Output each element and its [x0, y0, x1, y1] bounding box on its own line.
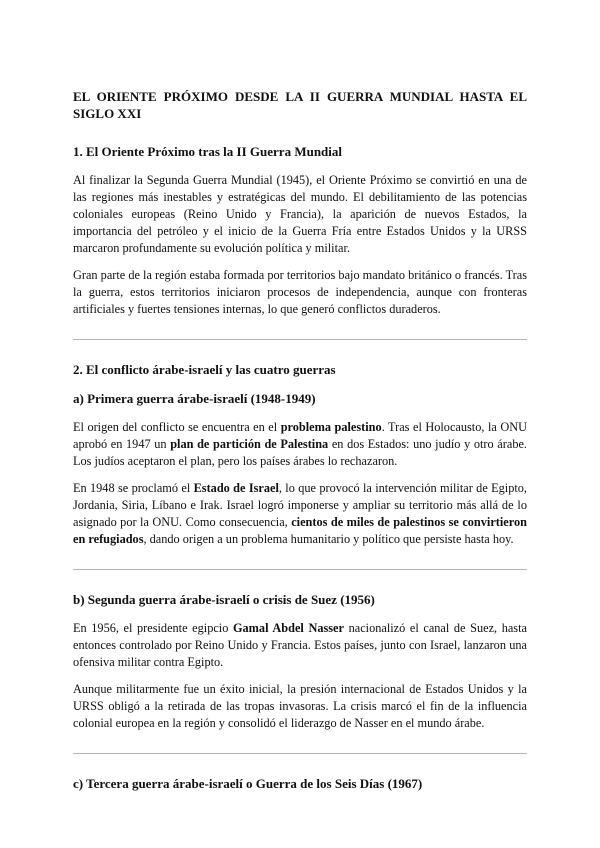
- section-1-paragraph-2: Gran parte de la región estaba formada por territorios bajo mandato británico o francés. Tras la guerra, estos territorios iniciaron procesos de independencia, aunque con fronteras artificiales y fuertes tensiones internas, lo que generó conflictos duraderos.: [73, 268, 527, 316]
- text-run: En 1956, el presidente egipcio: [73, 621, 233, 635]
- section-1-paragraph-1: Al finalizar la Segunda Guerra Mundial (1945), el Oriente Próximo se convirtió en una de las regiones más inestables y estratégicas del mundo. El debilitamiento de las potencias coloniales europeas (Reino Unido y Francia), la aparición de nuevos Estados, la importancia del petróleo y el inicio de la Guerra Fría entre Estados Unidos y la URSS marcaron profundamente su evolución política y militar.: [73, 173, 527, 255]
- text-run: El origen del conflicto se encuentra en el: [73, 420, 281, 434]
- section-divider: [73, 339, 527, 340]
- subsection-b-paragraph-2: Aunque militarmente fue un éxito inicial, la presión internacional de Estados Unidos y la URSS obligó a la retirada de las tropas invasoras. La crisis marcó el fin de la influencia colonial europea en la región y consolidó el liderazgo de Nasser en el mundo árabe.: [73, 682, 527, 730]
- text-run: nacionalizó el canal de Suez, hasta entonces controlado por Reino Unido y Francia. Estos países, junto con Israel, lanzaron una ofensiva militar contra Egipto.: [73, 621, 527, 669]
- document-title: EL ORIENTE PRÓXIMO DESDE LA II GUERRA MUNDIAL HASTA EL SIGLO XXI: [73, 89, 527, 121]
- text-run: En 1948 se proclamó el: [73, 481, 194, 495]
- subsection-b-heading: b) Segunda guerra árabe-israelí o crisis de Suez (1956): [73, 592, 375, 607]
- section-divider: [73, 569, 527, 570]
- bold-term: Gamal Abdel Nasser: [232, 621, 344, 635]
- text-run: , lo que provocó la intervención militar de Egipto, Jordania, Siria, Líbano e Irak. Israel logró imponerse y ampliar su territorio más allá de lo asignado por la ONU. Como consecuencia,: [73, 481, 527, 529]
- subsection-a-paragraph-2: [73, 480, 527, 548]
- bold-term: cientos de miles de palestinos se convirtieron en refugiados: [73, 515, 527, 546]
- subsection-b-paragraph-1: [73, 620, 527, 671]
- subsection-a-heading: a) Primera guerra árabe-israelí (1948-1949): [73, 391, 316, 406]
- bold-term: plan de partición de Palestina: [170, 437, 329, 451]
- section-2-heading: 2. El conflicto árabe-israelí y las cuatro guerras: [73, 362, 336, 377]
- section-1-heading: 1. El Oriente Próximo tras la II Guerra Mundial: [73, 144, 343, 159]
- document-body: [73, 88, 527, 804]
- subsection-a-paragraph-1: [73, 419, 527, 470]
- bold-term: Estado de Israel: [193, 481, 279, 495]
- text-run: . Tras el Holocausto, la ONU aprobó en 1947 un: [73, 420, 527, 451]
- text-run: en dos Estados: uno judío y otro árabe. Los judíos aceptaron el plan, pero los países árabes lo rechazaron.: [73, 437, 527, 468]
- text-run: , dando origen a un problema humanitario y político que persiste hasta hoy.: [143, 532, 514, 546]
- bold-term: problema palestino: [280, 420, 382, 434]
- section-divider: [73, 753, 527, 754]
- subsection-c-heading: c) Tercera guerra árabe-israelí o Guerra de los Seis Días (1967): [73, 776, 423, 791]
